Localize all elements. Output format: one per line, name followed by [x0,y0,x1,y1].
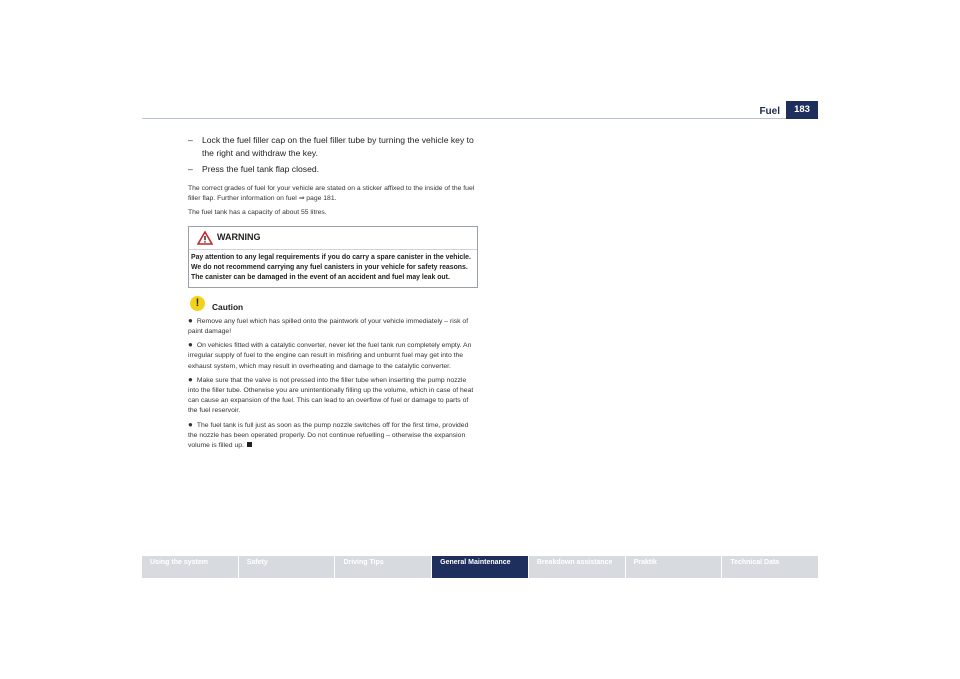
info-paragraph: The correct grades of fuel for your vehicle are stated on a sticker affixed to the inside of the fuel filler flap. Further information on fuel ⇒ page 181. [188,184,475,202]
bullet-icon: ● [188,374,193,384]
warning-text: Pay attention to any legal requirements if you do carry a spare canister in the vehicle. We do not recommend carrying any fuel canisters in your vehicle for safety reasons. The canister can be damaged in the event of an accident and fuel may leak out. [191,253,471,282]
caution-bullet [188,375,478,417]
footer-tab-technical-data[interactable]: Technical Data [722,556,818,578]
caution-bullet [188,316,478,337]
footer-tab-safety[interactable]: Safety [239,556,335,578]
caution-bullet-text: Remove any fuel which has spilled onto the paintwork of your vehicle immediately – risk of paint damage! [188,317,469,335]
footer-nav [142,556,818,578]
caution-bullet-text: Make sure that the valve is not pressed into the filler tube when inserting the pump nozzle into the filler tube. Otherwise you are unintentionally filling up the volume, which in case of heat can cause an expansion of the fuel. This can lead to an overflow of fuel or damage to parts of the fuel reservoir. [188,376,474,415]
section-title: Fuel [759,106,780,117]
step-text: Press the fuel tank flap closed. [202,164,320,174]
step-text: Lock the fuel filler cap on the fuel filler tube by turning the vehicle key to the right and withdraw the key. [202,135,474,158]
main-content [188,134,478,454]
instruction-step [188,163,478,176]
instruction-step [188,134,478,159]
caution-bullet [188,420,478,452]
info-paragraph: The fuel tank has a capacity of about 55 litres. [188,208,327,216]
footer-tab-driving-tips[interactable]: Driving Tips [335,556,431,578]
warning-triangle-icon [197,231,213,245]
caution-bullet-text: On vehicles fitted with a catalytic converter, never let the fuel tank run completely empty. An irregular supply of fuel to the engine can result in misfiring and unburnt fuel may get into the exhaust system, which may result in overheating and damage to the catalytic converter. [188,342,472,370]
warning-box [188,226,478,288]
warning-header [189,227,477,250]
footer-tab-using-the-system[interactable]: Using the system [142,556,238,578]
bullet-icon: ● [188,315,193,325]
bullet-icon: ● [188,419,193,429]
end-of-section-icon [247,442,252,447]
footer-tab-general-maintenance[interactable]: General Maintenance [432,556,528,578]
bullet-icon: ● [188,340,193,350]
caution-bullet-text: The fuel tank is full just as soon as the pump nozzle switches off for the first time, provided the nozzle has been operated properly. Do not continue refuelling – otherwise the expansion volume is filled up. [188,421,469,449]
caution-header [188,296,478,314]
caution-exclamation-icon: ! [190,296,205,311]
warning-title: WARNING [217,231,261,242]
caution-title: Caution [212,301,244,312]
step-dash: – [188,135,193,145]
footer-tab-breakdown-assistance[interactable]: Breakdown assistance [529,556,625,578]
page-number: 183 [786,101,818,119]
caution-bullet [188,340,478,372]
header-rule [142,118,818,119]
step-dash: – [188,164,193,174]
footer-tab-praktik[interactable]: Praktik [626,556,722,578]
